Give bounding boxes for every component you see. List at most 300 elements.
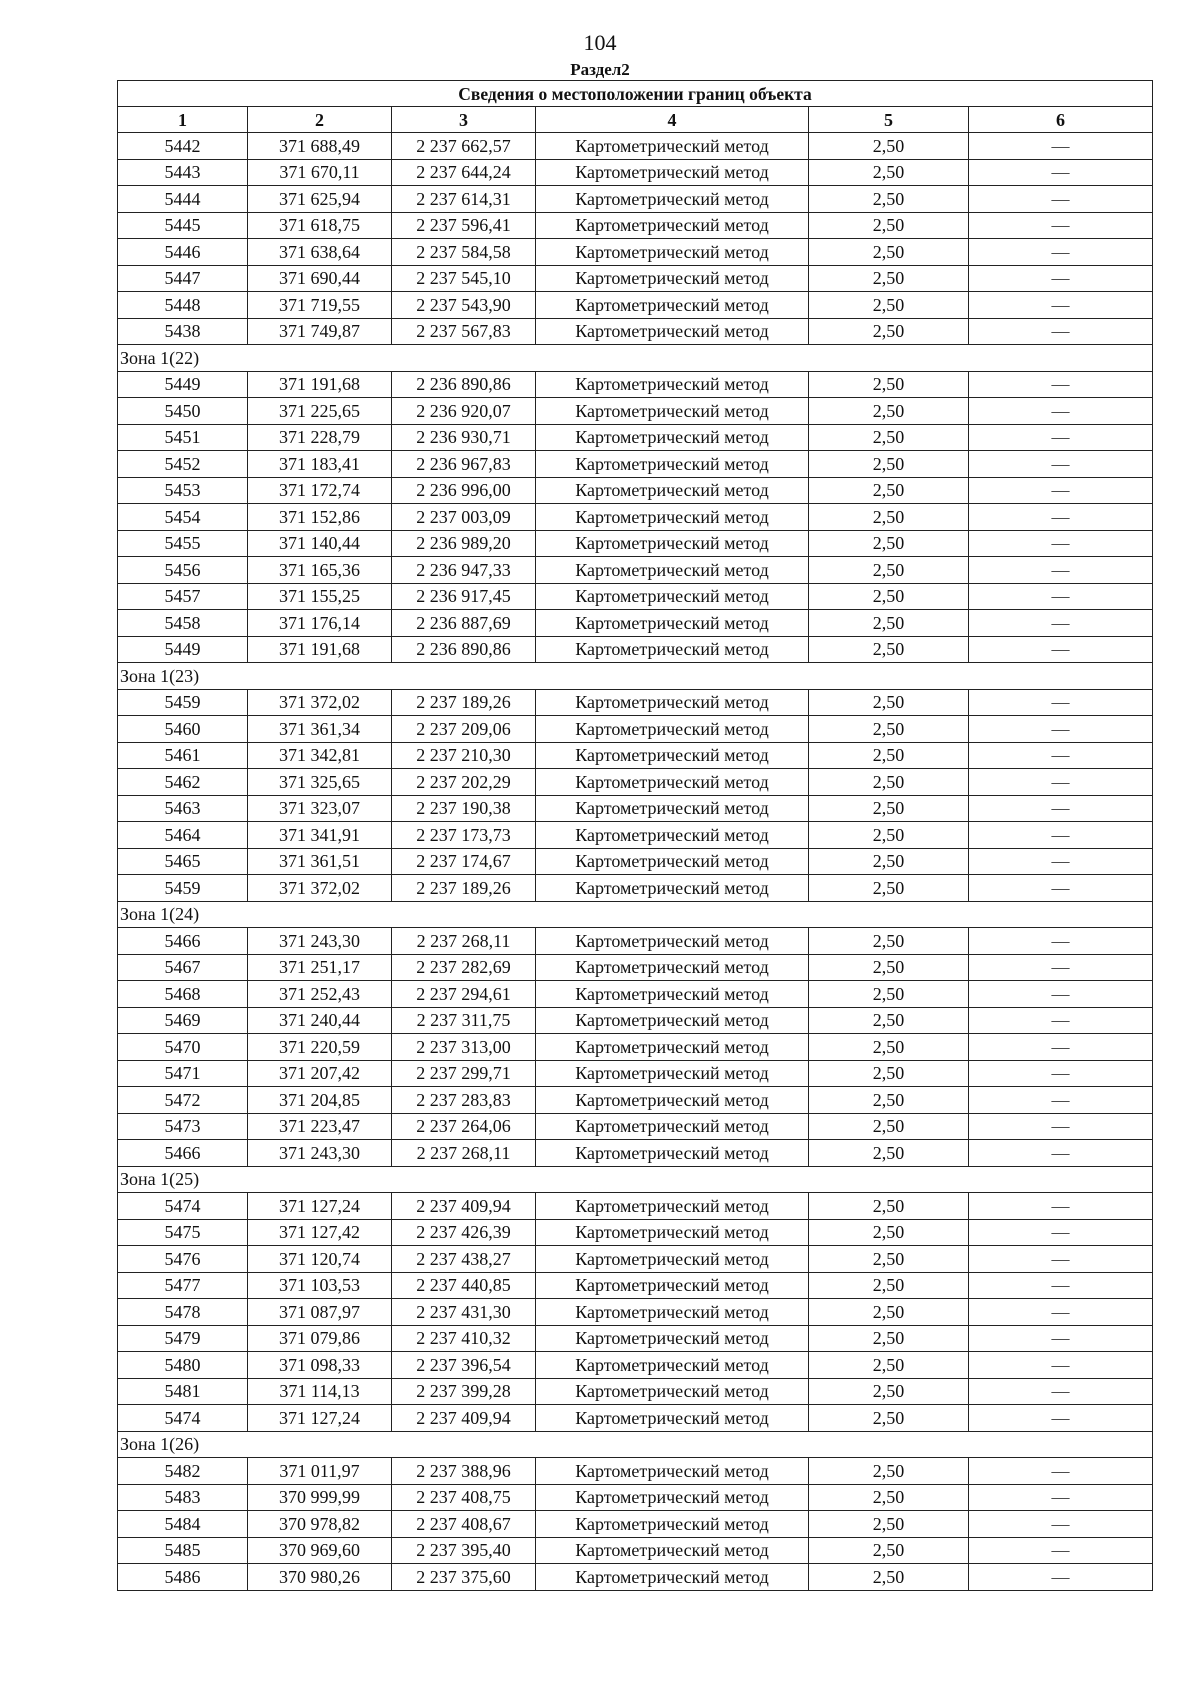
method-cell: Картометрический метод [536, 610, 809, 637]
x-coordinate-cell: 371 690,44 [248, 265, 392, 292]
x-coordinate-cell: 371 191,68 [248, 371, 392, 398]
x-coordinate-cell: 371 625,94 [248, 186, 392, 213]
point-number-cell: 5449 [118, 371, 248, 398]
method-cell: Картометрический метод [536, 239, 809, 266]
description-cell: — [969, 477, 1153, 504]
accuracy-cell: 2,50 [809, 239, 969, 266]
y-coordinate-cell: 2 237 209,06 [392, 716, 536, 743]
description-cell: — [969, 1219, 1153, 1246]
table-row [118, 981, 1153, 1008]
y-coordinate-cell: 2 237 190,38 [392, 795, 536, 822]
method-cell: Картометрический метод [536, 928, 809, 955]
point-number-cell: 5476 [118, 1246, 248, 1273]
x-coordinate-cell: 371 087,97 [248, 1299, 392, 1326]
point-number-cell: 5454 [118, 504, 248, 531]
description-cell: — [969, 530, 1153, 557]
x-coordinate-cell: 371 243,30 [248, 1140, 392, 1167]
y-coordinate-cell: 2 236 967,83 [392, 451, 536, 478]
x-coordinate-cell: 371 372,02 [248, 689, 392, 716]
accuracy-cell: 2,50 [809, 1087, 969, 1114]
description-cell: — [969, 1458, 1153, 1485]
accuracy-cell: 2,50 [809, 186, 969, 213]
x-coordinate-cell: 371 252,43 [248, 981, 392, 1008]
page-number: 104 [583, 30, 617, 55]
table-row [118, 928, 1153, 955]
description-cell: — [969, 689, 1153, 716]
method-cell: Картометрический метод [536, 822, 809, 849]
y-coordinate-cell: 2 237 543,90 [392, 292, 536, 319]
description-cell: — [969, 133, 1153, 160]
accuracy-cell: 2,50 [809, 954, 969, 981]
method-cell: Картометрический метод [536, 1405, 809, 1432]
x-coordinate-cell: 371 225,65 [248, 398, 392, 425]
point-number-cell: 5462 [118, 769, 248, 796]
y-coordinate-cell: 2 236 887,69 [392, 610, 536, 637]
y-coordinate-cell: 2 237 202,29 [392, 769, 536, 796]
table-row [118, 1246, 1153, 1273]
y-coordinate-cell: 2 237 003,09 [392, 504, 536, 531]
accuracy-cell: 2,50 [809, 477, 969, 504]
x-coordinate-cell: 371 361,51 [248, 848, 392, 875]
table-row [118, 451, 1153, 478]
table-row [118, 159, 1153, 186]
table-row [118, 1034, 1153, 1061]
table-row [118, 1537, 1153, 1564]
table-row [118, 689, 1153, 716]
table-title: Сведения о местоположении границ объекта [118, 81, 1153, 107]
accuracy-cell: 2,50 [809, 583, 969, 610]
description-cell: — [969, 212, 1153, 239]
method-cell: Картометрический метод [536, 1219, 809, 1246]
x-coordinate-cell: 371 204,85 [248, 1087, 392, 1114]
y-coordinate-cell: 2 237 395,40 [392, 1537, 536, 1564]
table-row [118, 1219, 1153, 1246]
y-coordinate-cell: 2 237 410,32 [392, 1325, 536, 1352]
accuracy-cell: 2,50 [809, 1034, 969, 1061]
table-row [118, 716, 1153, 743]
zone-row [118, 1166, 1153, 1193]
x-coordinate-cell: 371 240,44 [248, 1007, 392, 1034]
method-cell: Картометрический метод [536, 1087, 809, 1114]
description-cell: — [969, 981, 1153, 1008]
accuracy-cell: 2,50 [809, 318, 969, 345]
point-number-cell: 5453 [118, 477, 248, 504]
x-coordinate-cell: 370 969,60 [248, 1537, 392, 1564]
method-cell: Картометрический метод [536, 1458, 809, 1485]
x-coordinate-cell: 371 325,65 [248, 769, 392, 796]
method-cell: Картометрический метод [536, 1193, 809, 1220]
table-row [118, 504, 1153, 531]
accuracy-cell: 2,50 [809, 928, 969, 955]
table-row [118, 292, 1153, 319]
method-cell: Картометрический метод [536, 954, 809, 981]
y-coordinate-cell: 2 237 283,83 [392, 1087, 536, 1114]
method-cell: Картометрический метод [536, 769, 809, 796]
method-cell: Картометрический метод [536, 477, 809, 504]
x-coordinate-cell: 371 251,17 [248, 954, 392, 981]
table-row [118, 610, 1153, 637]
x-coordinate-cell: 371 207,42 [248, 1060, 392, 1087]
y-coordinate-cell: 2 237 408,75 [392, 1484, 536, 1511]
description-cell: — [969, 716, 1153, 743]
point-number-cell: 5475 [118, 1219, 248, 1246]
method-cell: Картометрический метод [536, 212, 809, 239]
accuracy-cell: 2,50 [809, 424, 969, 451]
table-row [118, 1325, 1153, 1352]
method-cell: Картометрический метод [536, 398, 809, 425]
point-number-cell: 5474 [118, 1193, 248, 1220]
accuracy-cell: 2,50 [809, 451, 969, 478]
table-row [118, 875, 1153, 902]
method-cell: Картометрический метод [536, 875, 809, 902]
method-cell: Картометрический метод [536, 636, 809, 663]
y-coordinate-cell: 2 237 438,27 [392, 1246, 536, 1273]
y-coordinate-cell: 2 237 311,75 [392, 1007, 536, 1034]
y-coordinate-cell: 2 237 644,24 [392, 159, 536, 186]
accuracy-cell: 2,50 [809, 530, 969, 557]
x-coordinate-cell: 371 098,33 [248, 1352, 392, 1379]
y-coordinate-cell: 2 237 388,96 [392, 1458, 536, 1485]
accuracy-cell: 2,50 [809, 1193, 969, 1220]
accuracy-cell: 2,50 [809, 875, 969, 902]
description-cell: — [969, 451, 1153, 478]
point-number-cell: 5477 [118, 1272, 248, 1299]
y-coordinate-cell: 2 237 431,30 [392, 1299, 536, 1326]
y-coordinate-cell: 2 237 210,30 [392, 742, 536, 769]
method-cell: Картометрический метод [536, 1325, 809, 1352]
y-coordinate-cell: 2 237 426,39 [392, 1219, 536, 1246]
point-number-cell: 5444 [118, 186, 248, 213]
description-cell: — [969, 398, 1153, 425]
description-cell: — [969, 636, 1153, 663]
point-number-cell: 5445 [118, 212, 248, 239]
table-row [118, 795, 1153, 822]
table-body [118, 133, 1153, 1591]
description-cell: — [969, 742, 1153, 769]
y-coordinate-cell: 2 237 662,57 [392, 133, 536, 160]
method-cell: Картометрический метод [536, 1034, 809, 1061]
description-cell: — [969, 1272, 1153, 1299]
accuracy-cell: 2,50 [809, 716, 969, 743]
x-coordinate-cell: 371 114,13 [248, 1378, 392, 1405]
table-row [118, 1405, 1153, 1432]
y-coordinate-cell: 2 237 189,26 [392, 689, 536, 716]
table-row [118, 424, 1153, 451]
point-number-cell: 5469 [118, 1007, 248, 1034]
table-row [118, 636, 1153, 663]
table-row [118, 1113, 1153, 1140]
x-coordinate-cell: 370 999,99 [248, 1484, 392, 1511]
description-cell: — [969, 1352, 1153, 1379]
point-number-cell: 5468 [118, 981, 248, 1008]
table-row [118, 769, 1153, 796]
description-cell: — [969, 1193, 1153, 1220]
column-header-3: 3 [392, 107, 536, 133]
accuracy-cell: 2,50 [809, 398, 969, 425]
description-cell: — [969, 239, 1153, 266]
description-cell: — [969, 954, 1153, 981]
description-cell: — [969, 557, 1153, 584]
y-coordinate-cell: 2 237 282,69 [392, 954, 536, 981]
y-coordinate-cell: 2 237 408,67 [392, 1511, 536, 1538]
coordinates-table [117, 80, 1153, 1591]
table-row [118, 1352, 1153, 1379]
table-row [118, 1299, 1153, 1326]
x-coordinate-cell: 371 183,41 [248, 451, 392, 478]
point-number-cell: 5482 [118, 1458, 248, 1485]
point-number-cell: 5481 [118, 1378, 248, 1405]
accuracy-cell: 2,50 [809, 1007, 969, 1034]
x-coordinate-cell: 371 719,55 [248, 292, 392, 319]
accuracy-cell: 2,50 [809, 1113, 969, 1140]
y-coordinate-cell: 2 236 920,07 [392, 398, 536, 425]
y-coordinate-cell: 2 236 890,86 [392, 636, 536, 663]
table-row [118, 742, 1153, 769]
point-number-cell: 5480 [118, 1352, 248, 1379]
zone-label: Зона 1(22) [118, 345, 1153, 372]
section-title: Раздел2 [570, 60, 630, 79]
accuracy-cell: 2,50 [809, 212, 969, 239]
point-number-cell: 5450 [118, 398, 248, 425]
y-coordinate-cell: 2 237 396,54 [392, 1352, 536, 1379]
point-number-cell: 5447 [118, 265, 248, 292]
point-number-cell: 5478 [118, 1299, 248, 1326]
description-cell: — [969, 1325, 1153, 1352]
x-coordinate-cell: 371 127,24 [248, 1405, 392, 1432]
description-cell: — [969, 1007, 1153, 1034]
accuracy-cell: 2,50 [809, 557, 969, 584]
point-number-cell: 5455 [118, 530, 248, 557]
method-cell: Картометрический метод [536, 1060, 809, 1087]
table-row [118, 1140, 1153, 1167]
y-coordinate-cell: 2 237 409,94 [392, 1193, 536, 1220]
method-cell: Картометрический метод [536, 795, 809, 822]
method-cell: Картометрический метод [536, 451, 809, 478]
y-coordinate-cell: 2 236 890,86 [392, 371, 536, 398]
description-cell: — [969, 1564, 1153, 1591]
column-header-1: 1 [118, 107, 248, 133]
method-cell: Картометрический метод [536, 133, 809, 160]
x-coordinate-cell: 371 372,02 [248, 875, 392, 902]
accuracy-cell: 2,50 [809, 1537, 969, 1564]
accuracy-cell: 2,50 [809, 1060, 969, 1087]
table-row [118, 265, 1153, 292]
x-coordinate-cell: 371 127,24 [248, 1193, 392, 1220]
description-cell: — [969, 1140, 1153, 1167]
y-coordinate-cell: 2 237 375,60 [392, 1564, 536, 1591]
description-cell: — [969, 371, 1153, 398]
accuracy-cell: 2,50 [809, 1484, 969, 1511]
table-row [118, 186, 1153, 213]
table-row [118, 318, 1153, 345]
x-coordinate-cell: 371 103,53 [248, 1272, 392, 1299]
description-cell: — [969, 875, 1153, 902]
y-coordinate-cell: 2 237 189,26 [392, 875, 536, 902]
point-number-cell: 5474 [118, 1405, 248, 1432]
y-coordinate-cell: 2 237 409,94 [392, 1405, 536, 1432]
accuracy-cell: 2,50 [809, 159, 969, 186]
x-coordinate-cell: 371 172,74 [248, 477, 392, 504]
y-coordinate-cell: 2 237 174,67 [392, 848, 536, 875]
accuracy-cell: 2,50 [809, 504, 969, 531]
y-coordinate-cell: 2 237 264,06 [392, 1113, 536, 1140]
x-coordinate-cell: 371 228,79 [248, 424, 392, 451]
column-header-5: 5 [809, 107, 969, 133]
x-coordinate-cell: 371 618,75 [248, 212, 392, 239]
column-header-6: 6 [969, 107, 1153, 133]
y-coordinate-cell: 2 237 614,31 [392, 186, 536, 213]
x-coordinate-cell: 371 155,25 [248, 583, 392, 610]
x-coordinate-cell: 370 978,82 [248, 1511, 392, 1538]
point-number-cell: 5451 [118, 424, 248, 451]
method-cell: Картометрический метод [536, 1299, 809, 1326]
x-coordinate-cell: 371 749,87 [248, 318, 392, 345]
method-cell: Картометрический метод [536, 1272, 809, 1299]
method-cell: Картометрический метод [536, 1140, 809, 1167]
accuracy-cell: 2,50 [809, 1246, 969, 1273]
table-row [118, 1087, 1153, 1114]
y-coordinate-cell: 2 237 268,11 [392, 1140, 536, 1167]
y-coordinate-cell: 2 237 567,83 [392, 318, 536, 345]
y-coordinate-cell: 2 236 917,45 [392, 583, 536, 610]
point-number-cell: 5470 [118, 1034, 248, 1061]
point-number-cell: 5471 [118, 1060, 248, 1087]
accuracy-cell: 2,50 [809, 1272, 969, 1299]
table-row [118, 848, 1153, 875]
accuracy-cell: 2,50 [809, 610, 969, 637]
description-cell: — [969, 822, 1153, 849]
method-cell: Картометрический метод [536, 981, 809, 1008]
accuracy-cell: 2,50 [809, 822, 969, 849]
point-number-cell: 5457 [118, 583, 248, 610]
x-coordinate-cell: 371 341,91 [248, 822, 392, 849]
method-cell: Картометрический метод [536, 557, 809, 584]
description-cell: — [969, 265, 1153, 292]
point-number-cell: 5458 [118, 610, 248, 637]
method-cell: Картометрический метод [536, 530, 809, 557]
accuracy-cell: 2,50 [809, 742, 969, 769]
point-number-cell: 5483 [118, 1484, 248, 1511]
y-coordinate-cell: 2 237 584,58 [392, 239, 536, 266]
description-cell: — [969, 1405, 1153, 1432]
method-cell: Картометрический метод [536, 371, 809, 398]
table-row [118, 371, 1153, 398]
point-number-cell: 5464 [118, 822, 248, 849]
accuracy-cell: 2,50 [809, 1405, 969, 1432]
accuracy-cell: 2,50 [809, 689, 969, 716]
y-coordinate-cell: 2 237 313,00 [392, 1034, 536, 1061]
method-cell: Картометрический метод [536, 1511, 809, 1538]
table-row [118, 133, 1153, 160]
point-number-cell: 5459 [118, 689, 248, 716]
table-row [118, 1564, 1153, 1591]
description-cell: — [969, 1537, 1153, 1564]
description-cell: — [969, 159, 1153, 186]
point-number-cell: 5452 [118, 451, 248, 478]
table-row [118, 1193, 1153, 1220]
method-cell: Картометрический метод [536, 1113, 809, 1140]
method-cell: Картометрический метод [536, 1378, 809, 1405]
table-row [118, 1060, 1153, 1087]
y-coordinate-cell: 2 237 268,11 [392, 928, 536, 955]
description-cell: — [969, 1034, 1153, 1061]
point-number-cell: 5484 [118, 1511, 248, 1538]
description-cell: — [969, 424, 1153, 451]
description-cell: — [969, 1299, 1153, 1326]
table-row [118, 954, 1153, 981]
zone-row [118, 901, 1153, 928]
point-number-cell: 5466 [118, 928, 248, 955]
accuracy-cell: 2,50 [809, 133, 969, 160]
method-cell: Картометрический метод [536, 583, 809, 610]
point-number-cell: 5486 [118, 1564, 248, 1591]
table-row [118, 1007, 1153, 1034]
zone-row [118, 345, 1153, 372]
x-coordinate-cell: 371 323,07 [248, 795, 392, 822]
description-cell: — [969, 1484, 1153, 1511]
zone-row [118, 663, 1153, 690]
x-coordinate-cell: 371 176,14 [248, 610, 392, 637]
accuracy-cell: 2,50 [809, 636, 969, 663]
accuracy-cell: 2,50 [809, 1352, 969, 1379]
description-cell: — [969, 769, 1153, 796]
description-cell: — [969, 848, 1153, 875]
method-cell: Картометрический метод [536, 292, 809, 319]
x-coordinate-cell: 371 011,97 [248, 1458, 392, 1485]
method-cell: Картометрический метод [536, 1007, 809, 1034]
description-cell: — [969, 1378, 1153, 1405]
accuracy-cell: 2,50 [809, 265, 969, 292]
description-cell: — [969, 928, 1153, 955]
x-coordinate-cell: 371 688,49 [248, 133, 392, 160]
method-cell: Картометрический метод [536, 716, 809, 743]
y-coordinate-cell: 2 236 947,33 [392, 557, 536, 584]
point-number-cell: 5449 [118, 636, 248, 663]
description-cell: — [969, 610, 1153, 637]
y-coordinate-cell: 2 237 596,41 [392, 212, 536, 239]
point-number-cell: 5479 [118, 1325, 248, 1352]
accuracy-cell: 2,50 [809, 848, 969, 875]
accuracy-cell: 2,50 [809, 371, 969, 398]
method-cell: Картометрический метод [536, 848, 809, 875]
table-row [118, 477, 1153, 504]
zone-row [118, 1431, 1153, 1458]
method-cell: Картометрический метод [536, 742, 809, 769]
description-cell: — [969, 1060, 1153, 1087]
point-number-cell: 5467 [118, 954, 248, 981]
x-coordinate-cell: 371 223,47 [248, 1113, 392, 1140]
x-coordinate-cell: 371 165,36 [248, 557, 392, 584]
y-coordinate-cell: 2 237 299,71 [392, 1060, 536, 1087]
description-cell: — [969, 292, 1153, 319]
accuracy-cell: 2,50 [809, 1325, 969, 1352]
y-coordinate-cell: 2 236 989,20 [392, 530, 536, 557]
table-row [118, 1458, 1153, 1485]
accuracy-cell: 2,50 [809, 1564, 969, 1591]
y-coordinate-cell: 2 237 545,10 [392, 265, 536, 292]
x-coordinate-cell: 371 220,59 [248, 1034, 392, 1061]
x-coordinate-cell: 371 638,64 [248, 239, 392, 266]
method-cell: Картометрический метод [536, 186, 809, 213]
method-cell: Картометрический метод [536, 424, 809, 451]
x-coordinate-cell: 371 120,74 [248, 1246, 392, 1273]
point-number-cell: 5465 [118, 848, 248, 875]
table-row [118, 530, 1153, 557]
accuracy-cell: 2,50 [809, 1299, 969, 1326]
accuracy-cell: 2,50 [809, 292, 969, 319]
description-cell: — [969, 1087, 1153, 1114]
y-coordinate-cell: 2 236 930,71 [392, 424, 536, 451]
